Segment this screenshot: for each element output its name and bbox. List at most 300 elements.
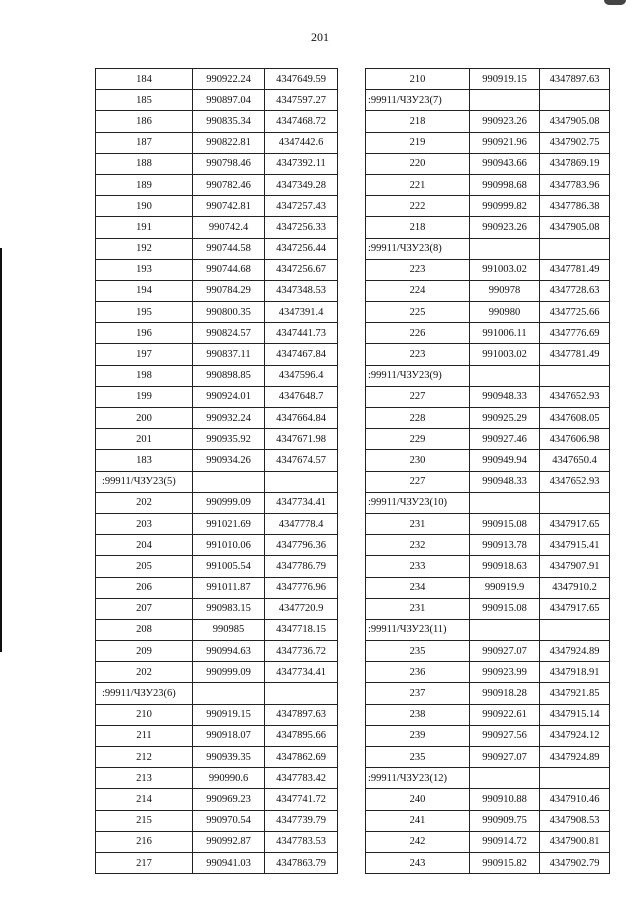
point-number-cell: 227	[366, 471, 470, 492]
y-coordinate-cell: 4347652.93	[540, 471, 610, 492]
x-coordinate-cell: 990924.01	[193, 386, 265, 407]
table-row	[96, 725, 338, 746]
y-coordinate-cell: 4347256.67	[265, 259, 338, 280]
y-coordinate-cell: 4347718.15	[265, 619, 338, 640]
table-row	[366, 365, 610, 386]
y-coordinate-cell: 4347734.41	[265, 492, 338, 513]
y-coordinate-cell	[540, 768, 610, 789]
x-coordinate-cell: 990935.92	[193, 429, 265, 450]
x-coordinate-cell: 991003.02	[470, 344, 540, 365]
point-number-cell: 225	[366, 302, 470, 323]
x-coordinate-cell: 990824.57	[193, 323, 265, 344]
table-row	[96, 662, 338, 683]
x-coordinate-cell: 990837.11	[193, 344, 265, 365]
point-number-cell: 204	[96, 535, 193, 556]
table-row	[96, 619, 338, 640]
y-coordinate-cell	[265, 471, 338, 492]
x-coordinate-cell	[470, 365, 540, 386]
y-coordinate-cell: 4347257.43	[265, 196, 338, 217]
y-coordinate-cell	[265, 683, 338, 704]
y-coordinate-cell: 4347905.08	[540, 217, 610, 238]
y-coordinate-cell: 4347739.79	[265, 810, 338, 831]
y-coordinate-cell: 4347391.4	[265, 302, 338, 323]
x-coordinate-cell: 990898.85	[193, 365, 265, 386]
scan-margin-bar	[0, 248, 2, 652]
table-row	[96, 386, 338, 407]
y-coordinate-cell: 4347256.44	[265, 238, 338, 259]
y-coordinate-cell: 4347648.7	[265, 386, 338, 407]
x-coordinate-cell: 990992.87	[193, 831, 265, 852]
x-coordinate-cell: 990897.04	[193, 90, 265, 111]
y-coordinate-cell: 4347468.72	[265, 111, 338, 132]
x-coordinate-cell: 990923.26	[470, 111, 540, 132]
point-number-cell: 238	[366, 704, 470, 725]
table-row	[366, 429, 610, 450]
point-number-cell: 189	[96, 174, 193, 195]
y-coordinate-cell	[540, 365, 610, 386]
x-coordinate-cell: 990918.28	[470, 683, 540, 704]
x-coordinate-cell: 990983.15	[193, 598, 265, 619]
y-coordinate-cell: 4347776.69	[540, 323, 610, 344]
y-coordinate-cell: 4347728.63	[540, 280, 610, 301]
y-coordinate-cell: 4347862.69	[265, 747, 338, 768]
x-coordinate-cell: 990822.81	[193, 132, 265, 153]
parcel-header-cell: :99911/ЧЗУ23(8)	[366, 238, 470, 259]
y-coordinate-cell: 4347734.41	[265, 662, 338, 683]
parcel-header-cell: :99911/ЧЗУ23(11)	[366, 619, 470, 640]
table-row	[96, 768, 338, 789]
point-number-cell: 232	[366, 535, 470, 556]
y-coordinate-cell	[540, 238, 610, 259]
y-coordinate-cell: 4347924.89	[540, 641, 610, 662]
table-row	[366, 471, 610, 492]
table-row	[366, 852, 610, 873]
table-row	[366, 69, 610, 90]
point-number-cell: 208	[96, 619, 193, 640]
point-number-cell: 218	[366, 217, 470, 238]
point-number-cell: 237	[366, 683, 470, 704]
parcel-header-cell: :99911/ЧЗУ23(7)	[366, 90, 470, 111]
y-coordinate-cell: 4347786.79	[265, 556, 338, 577]
x-coordinate-cell: 990990.6	[193, 768, 265, 789]
y-coordinate-cell: 4347736.72	[265, 641, 338, 662]
table-row	[96, 471, 338, 492]
point-number-cell: 242	[366, 831, 470, 852]
point-number-cell: 195	[96, 302, 193, 323]
x-coordinate-cell: 990948.33	[470, 386, 540, 407]
point-number-cell: 235	[366, 641, 470, 662]
x-coordinate-cell	[470, 768, 540, 789]
x-coordinate-cell: 990948.33	[470, 471, 540, 492]
point-number-cell: 223	[366, 259, 470, 280]
table-row	[366, 577, 610, 598]
x-coordinate-cell	[470, 238, 540, 259]
y-coordinate-cell: 4347783.42	[265, 768, 338, 789]
x-coordinate-cell: 990923.99	[470, 662, 540, 683]
x-coordinate-cell: 990999.09	[193, 492, 265, 513]
x-coordinate-cell: 990914.72	[470, 831, 540, 852]
x-coordinate-cell: 990744.68	[193, 259, 265, 280]
table-row	[96, 598, 338, 619]
table-row	[96, 450, 338, 471]
coordinates-table-right	[365, 68, 610, 874]
table-row	[96, 323, 338, 344]
point-number-cell: 228	[366, 408, 470, 429]
point-number-cell: 207	[96, 598, 193, 619]
y-coordinate-cell: 4347907.91	[540, 556, 610, 577]
parcel-header-cell: :99911/ЧЗУ23(12)	[366, 768, 470, 789]
y-coordinate-cell: 4347902.75	[540, 132, 610, 153]
x-coordinate-cell: 990970.54	[193, 810, 265, 831]
parcel-header-cell: :99911/ЧЗУ23(5)	[96, 471, 193, 492]
point-number-cell: 219	[366, 132, 470, 153]
y-coordinate-cell: 4347781.49	[540, 344, 610, 365]
y-coordinate-cell: 4347783.53	[265, 831, 338, 852]
point-number-cell: 231	[366, 513, 470, 534]
scan-artifact	[604, 0, 626, 5]
point-number-cell: 227	[366, 386, 470, 407]
table-row	[96, 429, 338, 450]
table-row	[366, 725, 610, 746]
x-coordinate-cell: 991010.06	[193, 535, 265, 556]
point-number-cell: 202	[96, 662, 193, 683]
y-coordinate-cell: 4347671.98	[265, 429, 338, 450]
table-body-left	[96, 69, 338, 874]
x-coordinate-cell: 990918.63	[470, 556, 540, 577]
table-row	[366, 556, 610, 577]
x-coordinate-cell: 990919.9	[470, 577, 540, 598]
table-row	[96, 556, 338, 577]
table-row	[366, 386, 610, 407]
table-row	[366, 789, 610, 810]
x-coordinate-cell: 990999.09	[193, 662, 265, 683]
y-coordinate-cell: 4347467.84	[265, 344, 338, 365]
x-coordinate-cell: 990915.82	[470, 852, 540, 873]
table-row	[366, 810, 610, 831]
table-row	[366, 747, 610, 768]
x-coordinate-cell: 990927.07	[470, 641, 540, 662]
x-coordinate-cell: 990925.29	[470, 408, 540, 429]
table-row	[96, 174, 338, 195]
point-number-cell: 226	[366, 323, 470, 344]
y-coordinate-cell: 4347908.53	[540, 810, 610, 831]
y-coordinate-cell: 4347741.72	[265, 789, 338, 810]
table-row	[96, 69, 338, 90]
page-number: 201	[311, 30, 329, 44]
table-row	[96, 852, 338, 873]
point-number-cell: 185	[96, 90, 193, 111]
point-number-cell: 212	[96, 747, 193, 768]
table-row	[96, 810, 338, 831]
x-coordinate-cell: 990915.08	[470, 513, 540, 534]
table-row	[96, 408, 338, 429]
y-coordinate-cell	[540, 619, 610, 640]
x-coordinate-cell: 990742.81	[193, 196, 265, 217]
point-number-cell: 192	[96, 238, 193, 259]
point-number-cell: 216	[96, 831, 193, 852]
y-coordinate-cell: 4347725.66	[540, 302, 610, 323]
point-number-cell: 214	[96, 789, 193, 810]
y-coordinate-cell: 4347869.19	[540, 153, 610, 174]
point-number-cell: 231	[366, 598, 470, 619]
x-coordinate-cell: 990994.63	[193, 641, 265, 662]
y-coordinate-cell: 4347900.81	[540, 831, 610, 852]
table-row	[366, 662, 610, 683]
y-coordinate-cell: 4347895.66	[265, 725, 338, 746]
table-row	[96, 513, 338, 534]
y-coordinate-cell: 4347910.46	[540, 789, 610, 810]
point-number-cell: 243	[366, 852, 470, 873]
y-coordinate-cell: 4347778.4	[265, 513, 338, 534]
point-number-cell: 239	[366, 725, 470, 746]
y-coordinate-cell: 4347674.57	[265, 450, 338, 471]
point-number-cell: 198	[96, 365, 193, 386]
x-coordinate-cell: 990943.66	[470, 153, 540, 174]
x-coordinate-cell: 990927.56	[470, 725, 540, 746]
y-coordinate-cell: 4347349.28	[265, 174, 338, 195]
x-coordinate-cell: 990949.94	[470, 450, 540, 471]
x-coordinate-cell: 990980	[470, 302, 540, 323]
y-coordinate-cell: 4347915.14	[540, 704, 610, 725]
table-row	[96, 344, 338, 365]
x-coordinate-cell: 990923.26	[470, 217, 540, 238]
y-coordinate-cell: 4347442.6	[265, 132, 338, 153]
table-row	[366, 704, 610, 725]
y-coordinate-cell: 4347606.98	[540, 429, 610, 450]
x-coordinate-cell: 990922.61	[470, 704, 540, 725]
x-coordinate-cell: 990798.46	[193, 153, 265, 174]
table-row	[366, 408, 610, 429]
table-row	[366, 153, 610, 174]
table-row	[96, 302, 338, 323]
y-coordinate-cell: 4347608.05	[540, 408, 610, 429]
y-coordinate-cell: 4347776.96	[265, 577, 338, 598]
point-number-cell: 229	[366, 429, 470, 450]
x-coordinate-cell: 990784.29	[193, 280, 265, 301]
table-row	[366, 831, 610, 852]
table-row	[96, 641, 338, 662]
point-number-cell: 205	[96, 556, 193, 577]
y-coordinate-cell: 4347918.91	[540, 662, 610, 683]
x-coordinate-cell	[470, 90, 540, 111]
table-row	[366, 535, 610, 556]
point-number-cell: 211	[96, 725, 193, 746]
y-coordinate-cell: 4347905.08	[540, 111, 610, 132]
table-row	[366, 302, 610, 323]
point-number-cell: 199	[96, 386, 193, 407]
y-coordinate-cell: 4347650.4	[540, 450, 610, 471]
table-row	[96, 132, 338, 153]
y-coordinate-cell: 4347781.49	[540, 259, 610, 280]
x-coordinate-cell: 990915.08	[470, 598, 540, 619]
y-coordinate-cell: 4347910.2	[540, 577, 610, 598]
x-coordinate-cell: 990932.24	[193, 408, 265, 429]
table-row	[96, 535, 338, 556]
y-coordinate-cell	[540, 90, 610, 111]
table-row	[366, 492, 610, 513]
point-number-cell: 186	[96, 111, 193, 132]
parcel-header-cell: :99911/ЧЗУ23(10)	[366, 492, 470, 513]
point-number-cell: 234	[366, 577, 470, 598]
table-row	[96, 153, 338, 174]
point-number-cell: 223	[366, 344, 470, 365]
table-row	[96, 196, 338, 217]
x-coordinate-cell: 991005.54	[193, 556, 265, 577]
table-row	[366, 598, 610, 619]
point-number-cell: 217	[96, 852, 193, 873]
y-coordinate-cell: 4347256.33	[265, 217, 338, 238]
table-row	[96, 238, 338, 259]
table-row	[366, 344, 610, 365]
y-coordinate-cell: 4347649.59	[265, 69, 338, 90]
x-coordinate-cell: 990927.46	[470, 429, 540, 450]
y-coordinate-cell: 4347902.79	[540, 852, 610, 873]
x-coordinate-cell: 991011.87	[193, 577, 265, 598]
coordinates-table-left	[95, 68, 338, 874]
parcel-header-cell: :99911/ЧЗУ23(9)	[366, 365, 470, 386]
table-body-right	[366, 69, 610, 874]
y-coordinate-cell: 4347664.84	[265, 408, 338, 429]
table-row	[96, 831, 338, 852]
table-row	[366, 768, 610, 789]
y-coordinate-cell: 4347897.63	[540, 69, 610, 90]
y-coordinate-cell: 4347786.38	[540, 196, 610, 217]
point-number-cell: 222	[366, 196, 470, 217]
point-number-cell: 213	[96, 768, 193, 789]
point-number-cell: 191	[96, 217, 193, 238]
x-coordinate-cell: 991021.69	[193, 513, 265, 534]
x-coordinate-cell: 990800.35	[193, 302, 265, 323]
table-row	[366, 174, 610, 195]
table-row	[366, 132, 610, 153]
point-number-cell: 193	[96, 259, 193, 280]
y-coordinate-cell: 4347796.36	[265, 535, 338, 556]
table-row	[366, 450, 610, 471]
point-number-cell: 183	[96, 450, 193, 471]
point-number-cell: 215	[96, 810, 193, 831]
y-coordinate-cell: 4347652.93	[540, 386, 610, 407]
y-coordinate-cell: 4347783.96	[540, 174, 610, 195]
table-row	[366, 641, 610, 662]
y-coordinate-cell: 4347720.9	[265, 598, 338, 619]
point-number-cell: 230	[366, 450, 470, 471]
x-coordinate-cell: 990742.4	[193, 217, 265, 238]
x-coordinate-cell: 990941.03	[193, 852, 265, 873]
point-number-cell: 202	[96, 492, 193, 513]
x-coordinate-cell: 991006.11	[470, 323, 540, 344]
point-number-cell: 218	[366, 111, 470, 132]
x-coordinate-cell: 990969.23	[193, 789, 265, 810]
point-number-cell: 203	[96, 513, 193, 534]
x-coordinate-cell: 990985	[193, 619, 265, 640]
table-row	[96, 259, 338, 280]
x-coordinate-cell: 990913.78	[470, 535, 540, 556]
point-number-cell: 241	[366, 810, 470, 831]
y-coordinate-cell: 4347348.53	[265, 280, 338, 301]
point-number-cell: 236	[366, 662, 470, 683]
y-coordinate-cell: 4347924.12	[540, 725, 610, 746]
table-row	[96, 365, 338, 386]
y-coordinate-cell: 4347441.73	[265, 323, 338, 344]
x-coordinate-cell: 990999.82	[470, 196, 540, 217]
y-coordinate-cell: 4347596.4	[265, 365, 338, 386]
table-row	[96, 90, 338, 111]
table-row	[366, 111, 610, 132]
point-number-cell: 190	[96, 196, 193, 217]
x-coordinate-cell: 990934.26	[193, 450, 265, 471]
x-coordinate-cell	[470, 492, 540, 513]
table-row	[96, 492, 338, 513]
table-row	[96, 217, 338, 238]
y-coordinate-cell: 4347924.89	[540, 747, 610, 768]
x-coordinate-cell: 990909.75	[470, 810, 540, 831]
table-row	[366, 217, 610, 238]
point-number-cell: 209	[96, 641, 193, 662]
point-number-cell: 220	[366, 153, 470, 174]
table-row	[366, 238, 610, 259]
point-number-cell: 233	[366, 556, 470, 577]
y-coordinate-cell: 4347915.41	[540, 535, 610, 556]
y-coordinate-cell: 4347917.65	[540, 513, 610, 534]
x-coordinate-cell: 990919.15	[470, 69, 540, 90]
y-coordinate-cell: 4347921.85	[540, 683, 610, 704]
point-number-cell: 235	[366, 747, 470, 768]
x-coordinate-cell: 990939.35	[193, 747, 265, 768]
x-coordinate-cell	[470, 619, 540, 640]
point-number-cell: 200	[96, 408, 193, 429]
point-number-cell: 201	[96, 429, 193, 450]
table-row	[366, 683, 610, 704]
point-number-cell: 187	[96, 132, 193, 153]
table-row	[96, 683, 338, 704]
y-coordinate-cell: 4347897.63	[265, 704, 338, 725]
x-coordinate-cell	[193, 471, 265, 492]
point-number-cell: 194	[96, 280, 193, 301]
table-row	[366, 90, 610, 111]
point-number-cell: 240	[366, 789, 470, 810]
table-row	[366, 259, 610, 280]
table-row	[96, 704, 338, 725]
table-row	[96, 747, 338, 768]
y-coordinate-cell: 4347392.11	[265, 153, 338, 174]
point-number-cell: 188	[96, 153, 193, 174]
x-coordinate-cell: 990744.58	[193, 238, 265, 259]
table-row	[96, 789, 338, 810]
point-number-cell: 197	[96, 344, 193, 365]
y-coordinate-cell: 4347917.65	[540, 598, 610, 619]
y-coordinate-cell: 4347597.27	[265, 90, 338, 111]
table-row	[366, 280, 610, 301]
x-coordinate-cell: 990922.24	[193, 69, 265, 90]
x-coordinate-cell: 990998.68	[470, 174, 540, 195]
x-coordinate-cell: 990921.96	[470, 132, 540, 153]
y-coordinate-cell: 4347863.79	[265, 852, 338, 873]
x-coordinate-cell: 990910.88	[470, 789, 540, 810]
x-coordinate-cell: 990919.15	[193, 704, 265, 725]
table-row	[96, 280, 338, 301]
parcel-header-cell: :99911/ЧЗУ23(6)	[96, 683, 193, 704]
point-number-cell: 221	[366, 174, 470, 195]
point-number-cell: 196	[96, 323, 193, 344]
x-coordinate-cell: 990978	[470, 280, 540, 301]
x-coordinate-cell: 990782.46	[193, 174, 265, 195]
table-row	[96, 111, 338, 132]
y-coordinate-cell	[540, 492, 610, 513]
x-coordinate-cell: 990918.07	[193, 725, 265, 746]
table-row	[366, 323, 610, 344]
x-coordinate-cell: 990835.34	[193, 111, 265, 132]
table-row	[96, 577, 338, 598]
